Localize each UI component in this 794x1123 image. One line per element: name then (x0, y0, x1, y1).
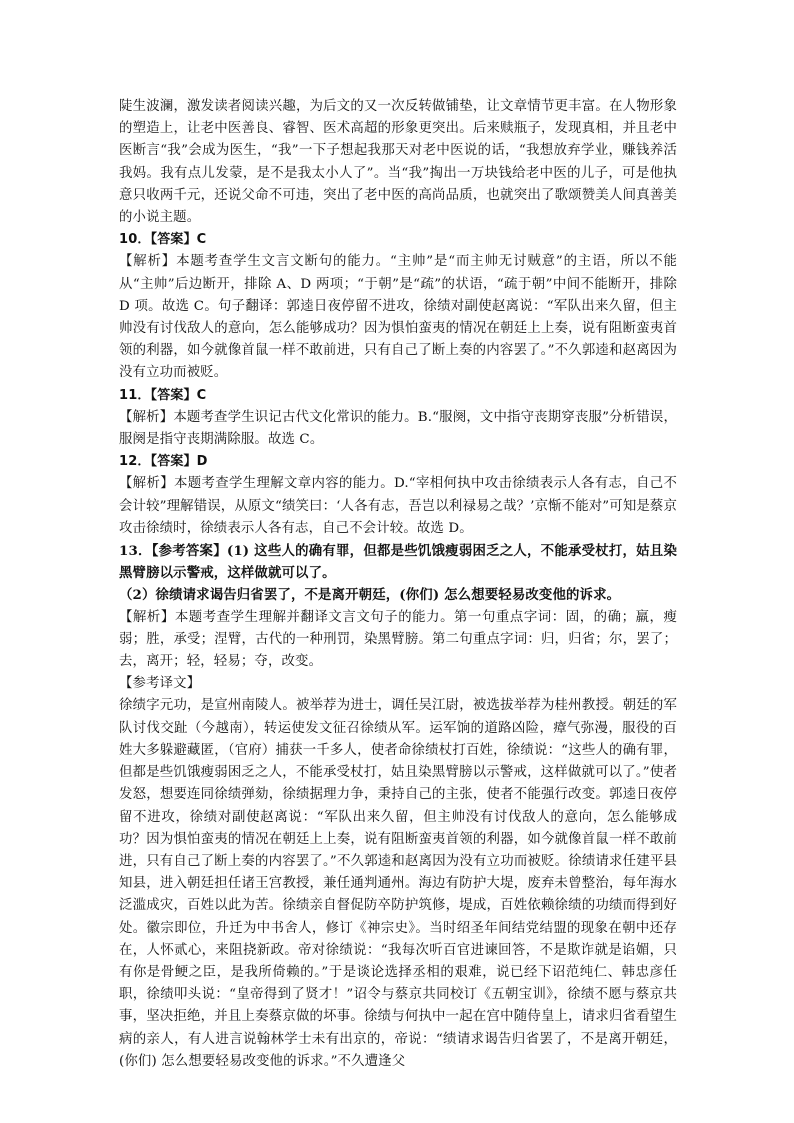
analysis-paragraph-13: 【解析】本题考查学生理解并翻译文言文句子的能力。第一句重点字词：固，的确；羸，瘦弱；胜，承受；涅臂，古代的一种刑罚，染黑臂膀。第二句重点字词：归，归省；尔，罢了；去，离开；轻，轻易；夺，改变。 (119, 609, 677, 670)
document-page (119, 96, 677, 1073)
reference-translation-body: 徐绩字元功，是宣州南陵人。被举荐为进士，调任吴江尉，被选拔举荐为桂州教授。朝廷的军队讨伐交趾（今越南），转运使发文征召徐绩从军。运军饷的道路凶险，瘴气弥漫，服役的百姓大多躲避藏匿，（官府）捕获一千多人，使者命徐绩杖打百姓，徐绩说：“这些人的确有罪，但都是些饥饿瘦弱困乏之人，不能承受杖打，姑且染黑臂膀以示警戒，这样做就可以了。”使者发怒，想要连同徐绩弹劾，徐绩据理力争，秉持自己的主张，使者不能强行改变。郭逵日夜停留不进攻，徐绩对副使赵离说：“军队出来久留，但主帅没有讨伐敌人的意向，怎么能够成功？因为惧怕蛮夷的情况在朝廷上上奏，说有阻断蛮夷首领的利器，如今就像首鼠一样不敢前进，只有自己了断上奏的内容罢了。”不久郭逵和赵离因为没有立功而被贬。徐绩请求任建平县知县，进入朝廷担任诸王宫教授，兼任通判通州。海边有防护大堤，废弃未曾整治，每年海水泛滥成灾，百姓以此为苦。徐绩亲自督促防卒防护筑修，堤成，百姓依赖徐绩的功绩而得到好处。徽宗即位，升迁为中书舍人，修订《神宗史》。当时绍圣年间结党结盟的现象在朝中还存在，人怀贰心，来阻挠新政。帝对徐绩说：“我每次听百官进谏回答，不是欺诈就是谄媚，只有你是骨鲠之臣，是我所倚赖的。”于是谈论选择丞相的艰难，说已经下诏范纯仁、韩忠彦任职，徐绩叩头说：“皇帝得到了贤才！”诏令与蔡京共同校订《五朝宝训》，徐绩不愿与蔡京共事，坚决拒绝，并且上奏蔡京做的坏事。徐绩与何执中一起在宫中随侍皇上，请求归省看望生病的亲人，有人进言说翰林学士未有出京的，帝说：“绩请求谒告归省罢了，不是离开朝廷，(你们) 怎么想要轻易改变他的诉求。”不久遭逢父 (119, 698, 677, 1069)
answer-heading-12: 12．【答案】D (119, 454, 208, 470)
reference-answer-13-part2: （2）徐绩请求谒告归省罢了，不是离开朝廷，(你们) 怎么想要轻易改变他的诉求。 (119, 587, 621, 604)
reference-translation-heading: 【参考译文】 (119, 676, 201, 692)
analysis-paragraph-12: 【解析】本题考查学生理解文章内容的能力。D.“宰相何执中攻击徐绩表示人各有志，自己不会计较”理解错误，从原文“绩笑曰：‘人各有志，吾岂以利禄易之哉？’京惭不能对”可知是蔡京攻击徐绩时，徐绩表示人各有志，自己不会计较。故选 D。 (119, 476, 677, 536)
reference-answer-13-part1: 13．【参考答案】(1) 这些人的确有罪，但都是些饥饿瘦弱困乏之人，不能承受杖打，姑且染黑臂膀以示警戒，这样做就可以了。 (119, 543, 677, 582)
analysis-paragraph-11: 【解析】本题考查学生识记古代文化常识的能力。B.“服阕，文中指守丧期穿丧服”分析错误，服阕是指守丧期满除服。故选 C。 (119, 409, 677, 448)
answer-heading-11: 11．【答案】C (119, 387, 207, 403)
answer-heading-10: 10．【答案】C (119, 232, 207, 248)
analysis-paragraph-10: 【解析】本题考查学生文言文断句的能力。“主帅”是“而主帅无讨贼意”的主语，所以不能从“主帅”后边断开，排除 A、D 两项；“于朝”是“疏”的状语，“疏于朝”中间不能断开，排除 D 项。故选 C。句子翻译：郭逵日夜停留不进攻，徐绩对副使赵离说：“军队出来久留，但主帅没有讨伐敌人的意向，怎么能够成功？因为惧怕蛮夷的情况在朝廷上上奏，说有阻断蛮夷首领的利器，如今就像首鼠一样不敢前进，只有自己了断上奏的内容罢了。”不久郭逵和赵离因为没有立功而被贬。 (119, 254, 677, 381)
analysis-paragraph-continuation: 陡生波澜，激发读者阅读兴趣，为后文的又一次反转做铺垫，让文章情节更丰富。在人物形象的塑造上，让老中医善良、睿智、医术高超的形象更突出。后来赎瓶子，发现真相，并且老中医断言“我”会成为医生，“我”一下子想起我那天对老中医说的话，“我想放弃学业，赚钱养活我妈。我有点儿发蒙，是不是我太小人了”。当“我”掏出一万块钱给老中医的儿子，可是他执意只收两千元，还说父命不可违，突出了老中医的高尚品质，也就突出了歌颂赞美人间真善美的小说主题。 (119, 99, 677, 226)
